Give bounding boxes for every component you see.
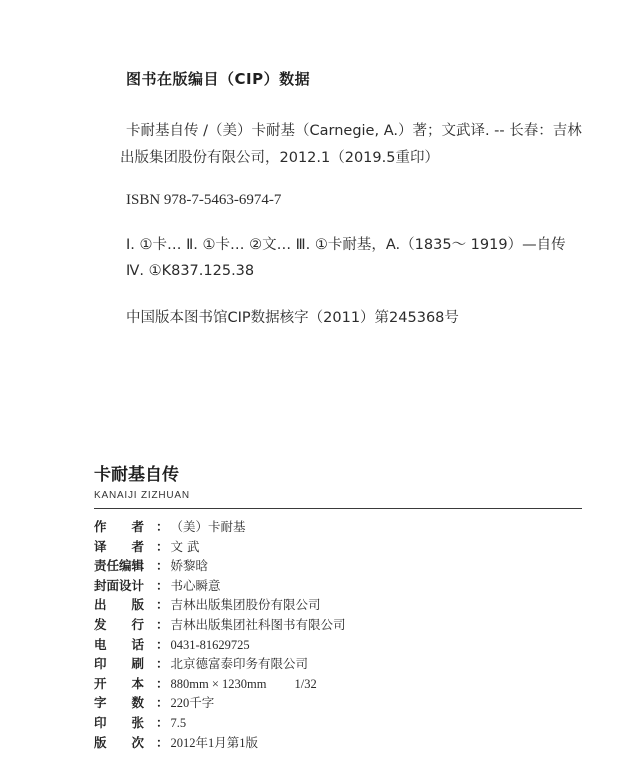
info-value: 880mm × 1230mm [170,676,267,691]
info-colon: ： [156,519,169,534]
info-row [94,615,584,635]
book-title-pinyin: KANAIJI ZIZHUAN [94,490,190,501]
info-value: 0431-81629725 [170,637,250,652]
info-value: 北京德富泰印务有限公司 [170,656,309,672]
info-value: 文 武 [170,538,200,554]
info-row [94,635,584,655]
info-extra: 1/32 [294,676,317,691]
cip-note: 中国版本图书馆CIP数据核字（2011）第245368号 [126,310,459,326]
info-key-char: 开 [94,675,107,691]
info-value: 吉林出版集团社科图书有限公司 [170,616,346,632]
info-colon: ： [156,675,169,691]
info-key-char: 电 [94,636,107,652]
info-colon: ： [156,714,169,730]
cip-record [120,118,616,172]
info-colon: ： [156,577,169,593]
info-key [94,595,156,613]
isbn: ISBN 978-7-5463-6974-7 [126,192,282,208]
info-key-char: 刷 [131,656,144,672]
info-row [94,693,584,713]
info-colon: ： [156,597,169,613]
info-key-char: 译 [94,538,107,554]
classification-line-1: Ⅰ. ①卡… Ⅱ. ①卡… ②文… Ⅲ. ①卡耐基，A.（1835～ 1919）—自传 [126,237,566,253]
info-key-char: 版 [94,734,107,750]
info-colon: ： [156,656,169,672]
title-rule [94,508,582,509]
info-key-char: 次 [131,734,144,750]
info-key-char: 者 [131,519,144,534]
classification [126,232,626,284]
cip-section [120,68,626,329]
info-key-char: 张 [131,714,144,730]
info-key [94,615,156,633]
info-key [94,556,156,574]
info-value: 娇黎晗 [170,558,209,574]
info-row [94,576,584,596]
info-colon: ： [156,538,169,554]
info-value: 2012年1月第1版 [170,735,259,750]
info-key-char: 字 [94,695,107,711]
info-key [94,693,156,711]
info-key-text: 责任编辑 [94,558,145,574]
info-key-char: 印 [94,714,107,730]
info-key [94,713,156,731]
info-colon: ： [156,734,169,750]
info-colon: ： [156,695,169,711]
info-row [94,713,584,733]
info-key-text: 封面设计 [94,577,145,593]
book-title: 卡耐基自传 [94,465,179,485]
cip-heading: 图书在版编目（CIP）数据 [126,70,311,88]
info-colon: ： [156,616,169,632]
info-key-char: 版 [131,597,144,613]
info-row [94,654,584,674]
info-key [94,733,156,751]
info-value: （美）卡耐基 [170,519,246,534]
info-row [94,517,584,537]
info-row [94,595,584,615]
info-key-char: 出 [94,597,107,613]
info-row [94,556,584,576]
info-key [94,576,156,594]
info-value: 220千字 [170,696,215,711]
info-key [94,537,156,555]
info-key-char: 作 [94,519,107,534]
info-key [94,654,156,672]
info-key [94,635,156,653]
info-key-char: 发 [94,616,107,632]
info-value: 7.5 [170,715,187,730]
info-value: 吉林出版集团股份有限公司 [170,597,321,613]
info-key-char: 者 [131,538,144,554]
info-colon: ： [156,636,169,652]
info-key [94,517,156,535]
info-row [94,733,584,753]
publication-info [94,517,584,752]
info-colon: ： [156,558,169,574]
book-info-section [94,464,584,752]
classification-line-2: Ⅳ. ①K837.125.38 [126,263,255,279]
info-key-char: 话 [131,636,144,652]
info-row [94,537,584,557]
info-value: 书心瞬意 [170,577,221,593]
info-row [94,674,584,694]
info-key-char: 本 [131,675,144,691]
cip-record-line-1: 卡耐基自传 /（美）卡耐基（Carnegie, A.）著；文武译. -- 长春：吉林 [126,123,582,139]
cip-record-line-2: 出版集团股份有限公司，2012.1（2019.5重印） [120,150,439,166]
info-key-char: 行 [131,616,144,632]
info-key [94,674,156,692]
info-key-char: 数 [131,695,144,711]
info-key-char: 印 [94,656,107,672]
